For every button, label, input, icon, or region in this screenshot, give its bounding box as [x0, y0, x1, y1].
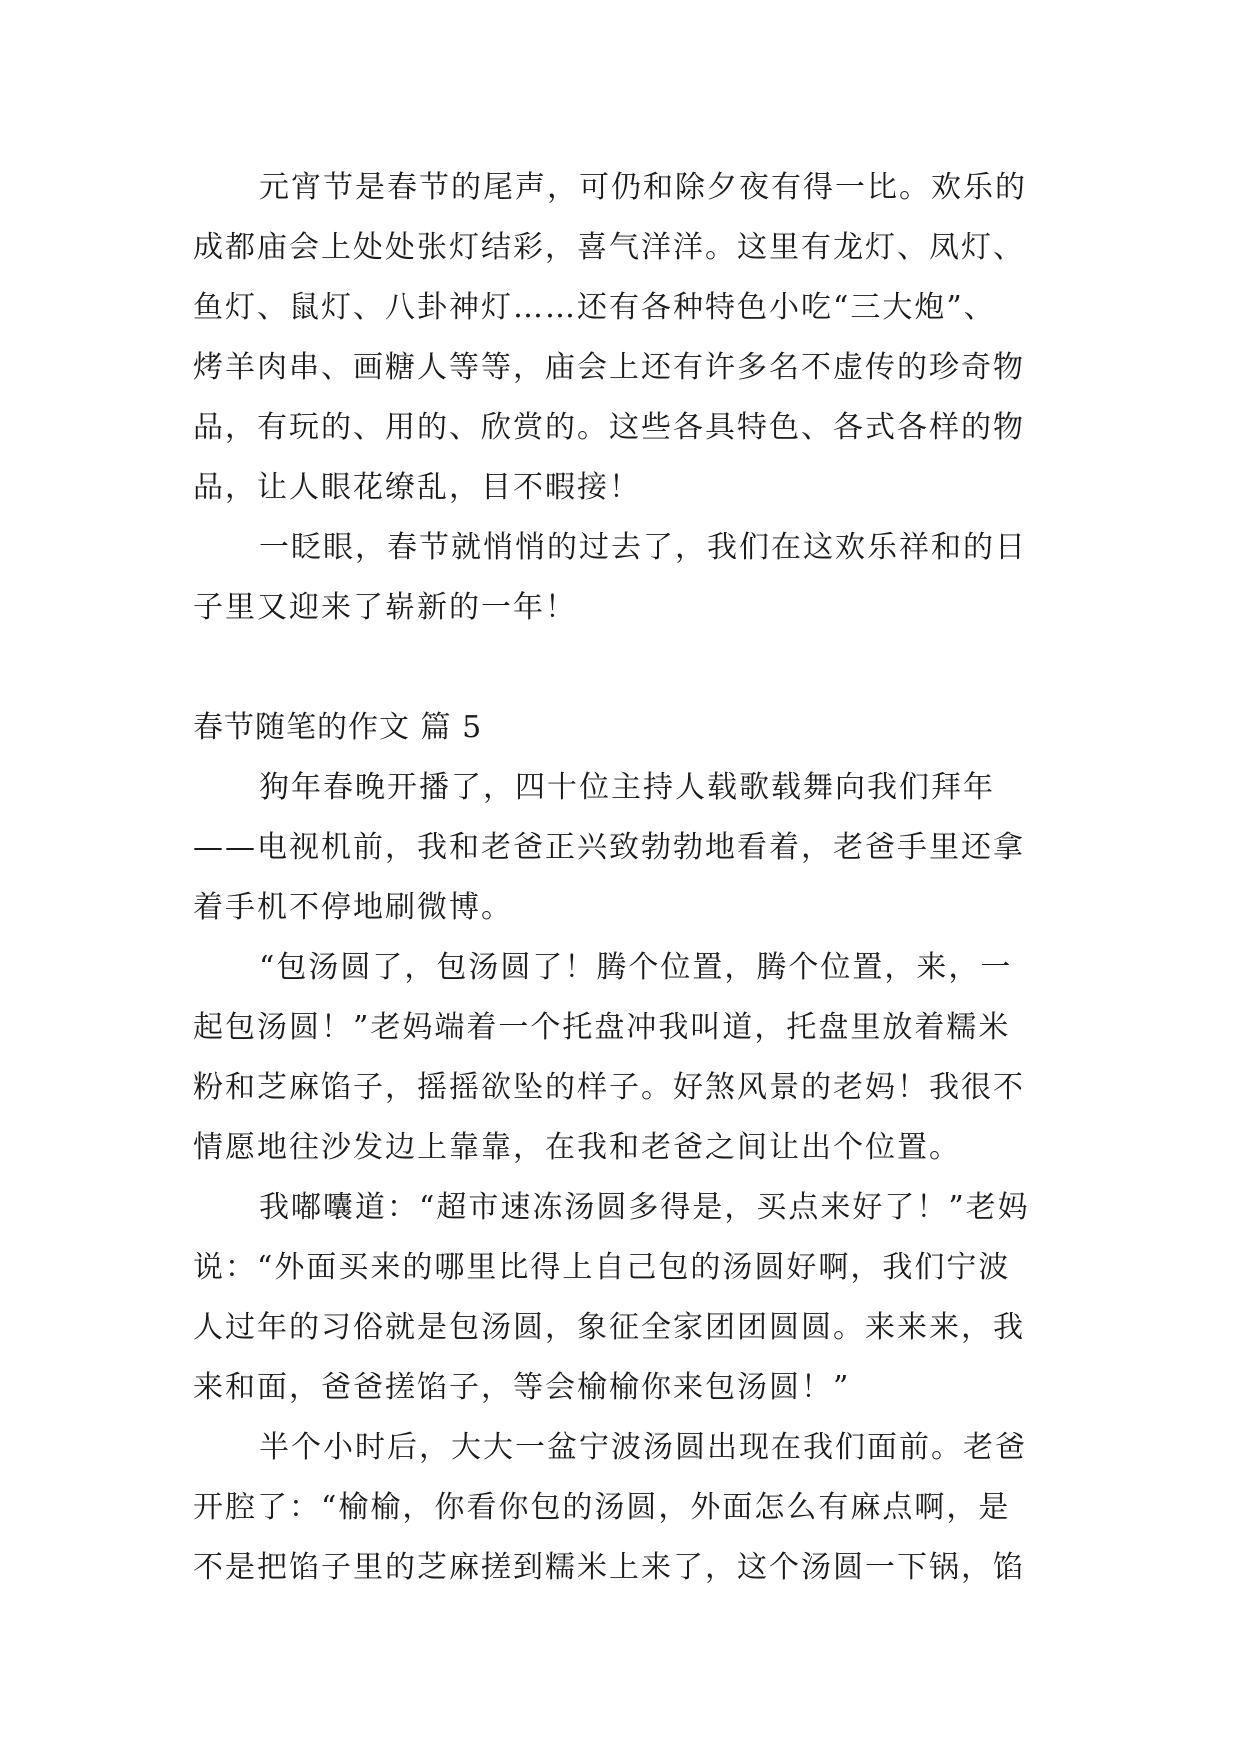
text-line: ——电视机前，我和老爸正兴致勃勃地看着，老爸手里还拿 [193, 830, 1025, 865]
text-line: 我嘟囔道：“超市速冻汤圆多得是，买点来好了！”老妈 [259, 1190, 1030, 1225]
paragraph-making-tangyuan [193, 938, 1073, 1178]
text-line: 人过年的习俗就是包汤圆，象征全家团团圆圆。来来来，我 [193, 1310, 1025, 1345]
section-title: 春节随笔的作文 篇 5 [193, 710, 483, 745]
text-line: 狗年春晚开播了，四十位主持人载歌载舞向我们拜年 [259, 770, 995, 805]
text-line: 开腔了：“榆榆，你看你包的汤圆，外面怎么有麻点啊，是 [193, 1490, 1011, 1525]
text-line: 品，让人眼花缭乱，目不暇接！ [193, 470, 641, 505]
text-line: 鱼灯、鼠灯、八卦神灯……还有各种特色小吃“三大炮”、 [193, 290, 996, 325]
text-line: 来和面，爸爸搓馅子，等会榆榆你来包汤圆！” [193, 1370, 851, 1405]
text-line: 说：“外面买来的哪里比得上自己包的汤圆好啊，我们宁波 [193, 1250, 1011, 1285]
paragraph-spring-gala [193, 758, 1073, 938]
text-line: 不是把馅子里的芝麻搓到糯米上来了，这个汤圆一下锅，馅 [193, 1550, 1025, 1585]
text-line: 一眨眼，春节就悄悄的过去了，我们在这欢乐祥和的日 [259, 530, 1027, 565]
text-line: 起包汤圆！”老妈端着一个托盘冲我叫道，托盘里放着糯米 [193, 1010, 1011, 1045]
document-body [193, 158, 1073, 1598]
text-line: 半个小时后，大大一盆宁波汤圆出现在我们面前。老爸 [259, 1430, 1027, 1465]
text-line: 成都庙会上处处张灯结彩，喜气洋洋。这里有龙灯、凤灯、 [193, 230, 1025, 265]
text-line: 子里又迎来了崭新的一年！ [193, 590, 577, 625]
text-line: 元宵节是春节的尾声，可仍和除夕夜有得一比。欢乐的 [259, 170, 1027, 205]
paragraph-half-hour-later [193, 1418, 1073, 1598]
text-line: 品，有玩的、用的、欣赏的。这些各具特色、各式各样的物 [193, 410, 1025, 445]
text-line: 烤羊肉串、画糖人等等，庙会上还有许多名不虚传的珍奇物 [193, 350, 1025, 385]
text-line: “包汤圆了，包汤圆了！腾个位置，腾个位置，来，一 [259, 950, 1013, 985]
paragraph-lantern-festival [193, 158, 1073, 518]
text-line: 粉和芝麻馅子，摇摇欲坠的样子。好煞风景的老妈！我很不 [193, 1070, 1025, 1105]
text-line: 着手机不停地刷微博。 [193, 890, 513, 925]
section-gap [193, 638, 1073, 698]
paragraph-new-year [193, 518, 1073, 638]
text-line: 情愿地往沙发边上靠靠，在我和老爸之间让出个位置。 [193, 1130, 961, 1165]
paragraph-dialogue [193, 1178, 1073, 1418]
